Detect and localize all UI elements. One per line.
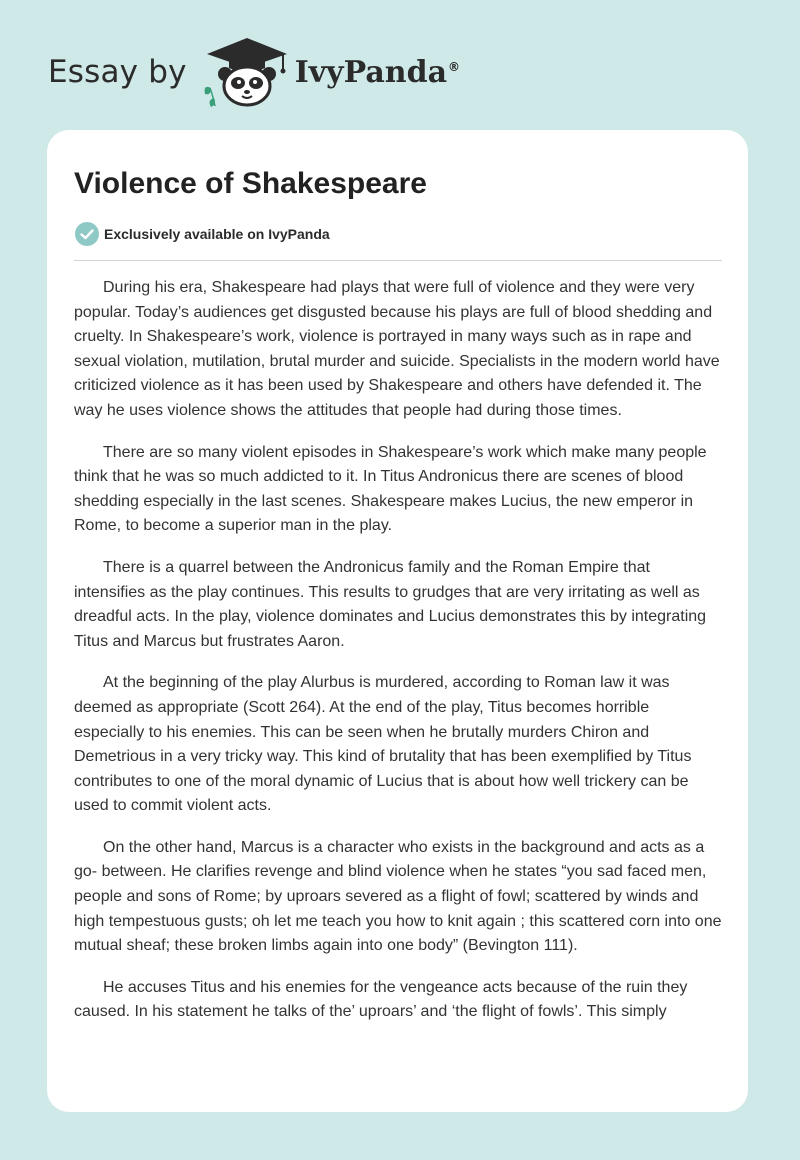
paragraph: On the other hand, Marcus is a character who exists in the background and acts as a go- between. He clarifies revenge and blind violence when he states “you sad faced men, people and sons of Rome; by uproars severed as a flight of fowl; scattered by winds and high tempestuous gusts; oh let me teach you how to knit again ; this scattered corn into one mutual sheaf; these broken limbs again into one body” (Bevington 111). [74,838,722,955]
paragraph: During his era, Shakespeare had plays that were full of violence and they were very popular. Today’s audiences get disgusted because his plays are full of blood shedding and cruelty. In Shakespeare’s work, violence is portrayed in many ways such as in rape and sexual violation, mutilation, brutal murder and suicide. Specialists in the modern world have criticized violence as it has been used by Shakespeare and others have defended it. The way he uses violence shows the attitudes that people had during those times. [74,279,720,419]
paragraph: At the beginning of the play Alurbus is murdered, according to Roman law it was deemed as appropriate (Scott 264). At the end of the play, Titus becomes horrible especially to his enemies. This can be seen when he brutally murders Chiron and Demetrious in a very tricky way. This kind of brutality that has been exemplified by Titus contributes to one of the moral dynamic of Lucius that is about how well trickery can be used to commit violent acts. [74,674,692,815]
registered-mark: ® [448,59,461,74]
title-divider [74,260,722,261]
check-circle-icon [74,221,100,247]
brand-name-text: IvyPanda [294,54,448,90]
paragraph: There is a quarrel between the Andronicus family and the Roman Empire that intensifies as the play continues. This results to grudges that are very irritating as well as dreadful acts. In the play, violence dominates and Lucius demonstrates this by integrating Titus and Marcus but frustrates Aaron. [74,558,707,650]
paragraph: There are so many violent episodes in Shakespeare’s work which make many people think that he was so much addicted to it. In Titus Andronicus there are scenes of blood shedding especially in the last scenes. Shakespeare makes Lucius, the new emperor in Rome, to become a superior man in the play. [74,443,707,535]
site-header [48,36,460,108]
essay-by-label: Essay by [48,54,187,90]
exclusive-badge [74,221,722,247]
paragraph: He accuses Titus and his enemies for the vengeance acts because of the ruin they caused. In his statement he talks of the’ uproars’ and ‘the flight of fowls’. This simply [74,978,688,1021]
essay-body [74,276,722,1025]
essay-card [47,130,748,1112]
exclusive-label: Exclusively available on IvyPanda [104,226,330,242]
essay-title: Violence of Shakespeare [74,167,427,200]
brand-name[interactable] [295,55,460,90]
panda-graduate-logo-icon[interactable] [201,36,293,108]
